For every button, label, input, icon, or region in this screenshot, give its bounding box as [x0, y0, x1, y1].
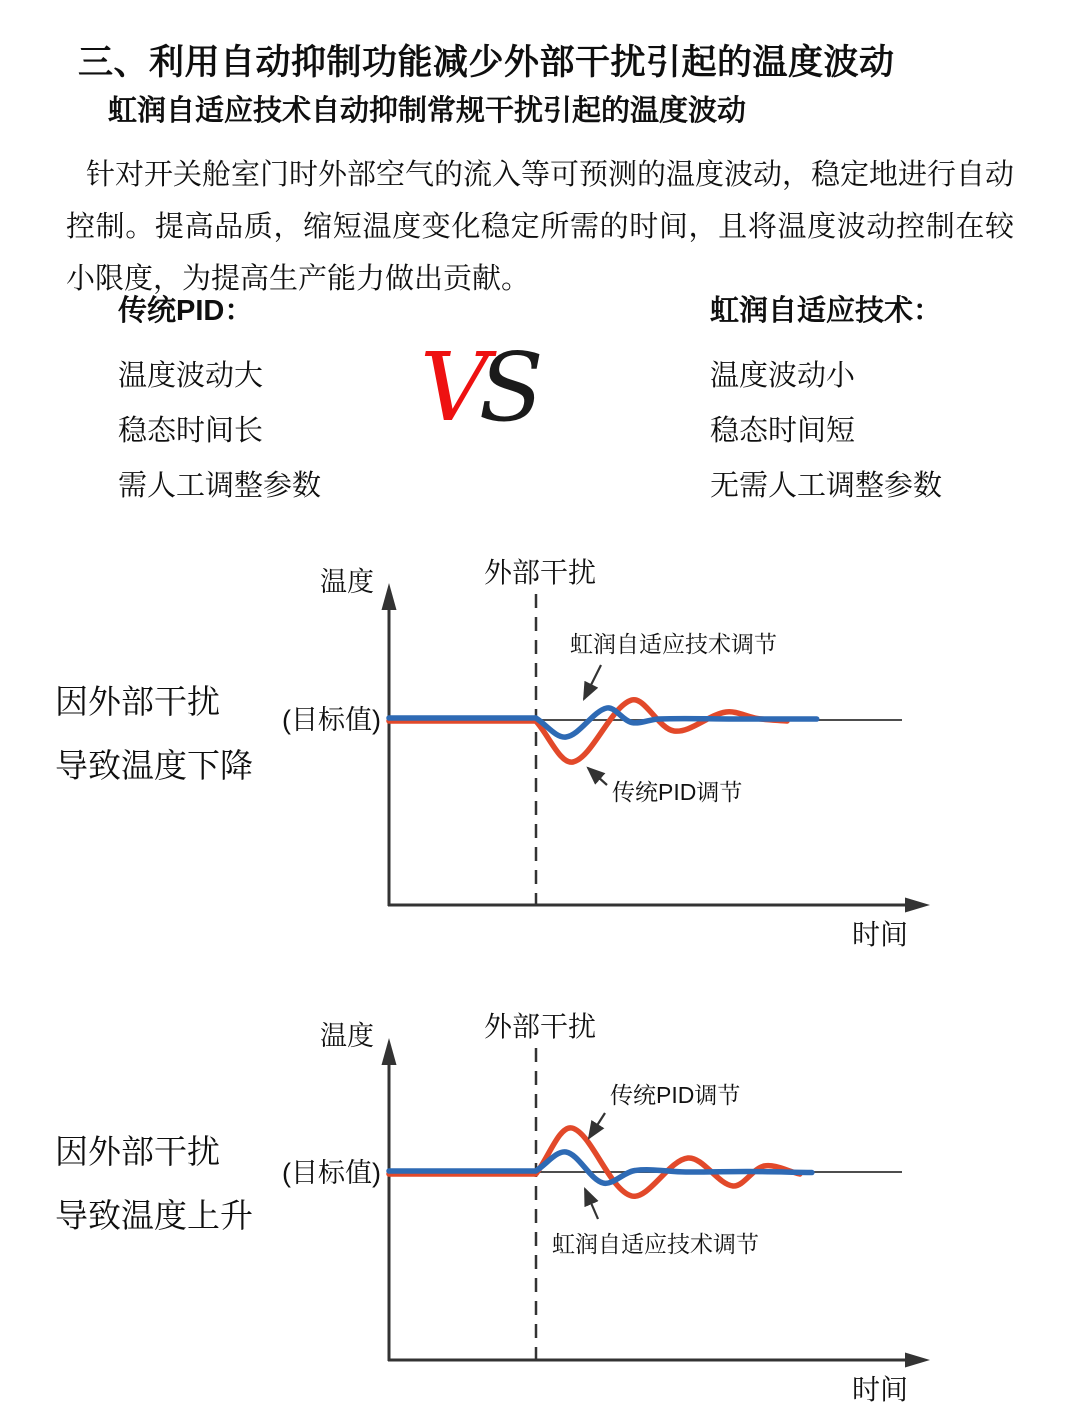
disturbance-label: 外部干扰: [483, 557, 597, 588]
adaptive-annotation-arrow-icon: [585, 1189, 598, 1219]
y-axis-arrow-icon: [382, 1038, 397, 1065]
setpoint-label: (目标值): [282, 1158, 381, 1188]
comparison-pid-header: 传统PID：: [118, 295, 254, 327]
chart-temperature-drop: [0, 538, 1080, 978]
y-axis-label: 温度: [320, 1021, 374, 1051]
setpoint-label: (目标值): [282, 705, 381, 735]
comparison-adaptive-item: 无需人工调整参数: [710, 470, 943, 502]
pid-curve: [389, 700, 787, 762]
adaptive-series-label: 虹润自适应技术调节: [570, 631, 777, 657]
adaptive-annotation-arrow-icon: [584, 665, 601, 699]
x-axis-arrow-icon: [905, 898, 930, 913]
y-axis-arrow-icon: [382, 583, 397, 610]
chart2-caption-line: 导致温度上升: [55, 1197, 253, 1234]
chart1-caption-line: 导致温度下降: [55, 747, 253, 784]
y-axis-label: 温度: [320, 567, 374, 597]
comparison-pid-item: 需人工调整参数: [118, 470, 322, 502]
pid-curve: [389, 1128, 800, 1196]
comparison-pid-item: 温度波动大: [118, 360, 264, 392]
page-subtitle: 虹润自适应技术自动抑制常规干扰引起的温度波动: [108, 95, 747, 128]
x-axis-label: 时间: [851, 1374, 908, 1405]
pid-annotation-arrow-icon: [589, 1113, 605, 1138]
x-axis-arrow-icon: [905, 1353, 930, 1368]
vs-mark: [420, 333, 534, 443]
pid-annotation-arrow-icon: [588, 768, 607, 785]
disturbance-label: 外部干扰: [483, 1011, 597, 1042]
intro-paragraph: 针对开关舱室门时外部空气的流入等可预测的温度波动，稳定地进行自动控制。提高品质，缩短温度变化稳定所需的时间，且将温度波动控制在较小限度，为提高生产能力做出贡献。: [66, 159, 1015, 295]
vs-letter-v: V: [420, 333, 479, 443]
pid-series-label: 传统PID调节: [610, 1082, 741, 1108]
comparison-adaptive-item: 稳态时间短: [710, 415, 856, 447]
adaptive-series-label: 虹润自适应技术调节: [552, 1231, 759, 1257]
page-title: 三、利用自动抑制功能减少外部干扰引起的温度波动: [78, 43, 895, 83]
pid-series-label: 传统PID调节: [612, 779, 743, 805]
comparison-adaptive-item: 温度波动小: [710, 360, 856, 392]
comparison-adaptive-header: 虹润自适应技术：: [710, 295, 943, 327]
comparison-column-adaptive: [710, 294, 942, 514]
comparison-column-pid: [118, 294, 321, 514]
chart2-caption-line: 因外部干扰: [55, 1133, 220, 1170]
vs-letter-s: S: [478, 333, 534, 443]
chart1-caption-line: 因外部干扰: [55, 683, 220, 720]
chart-temperature-rise: [0, 995, 1080, 1425]
x-axis-label: 时间: [851, 919, 908, 950]
comparison-pid-item: 稳态时间长: [118, 415, 264, 447]
